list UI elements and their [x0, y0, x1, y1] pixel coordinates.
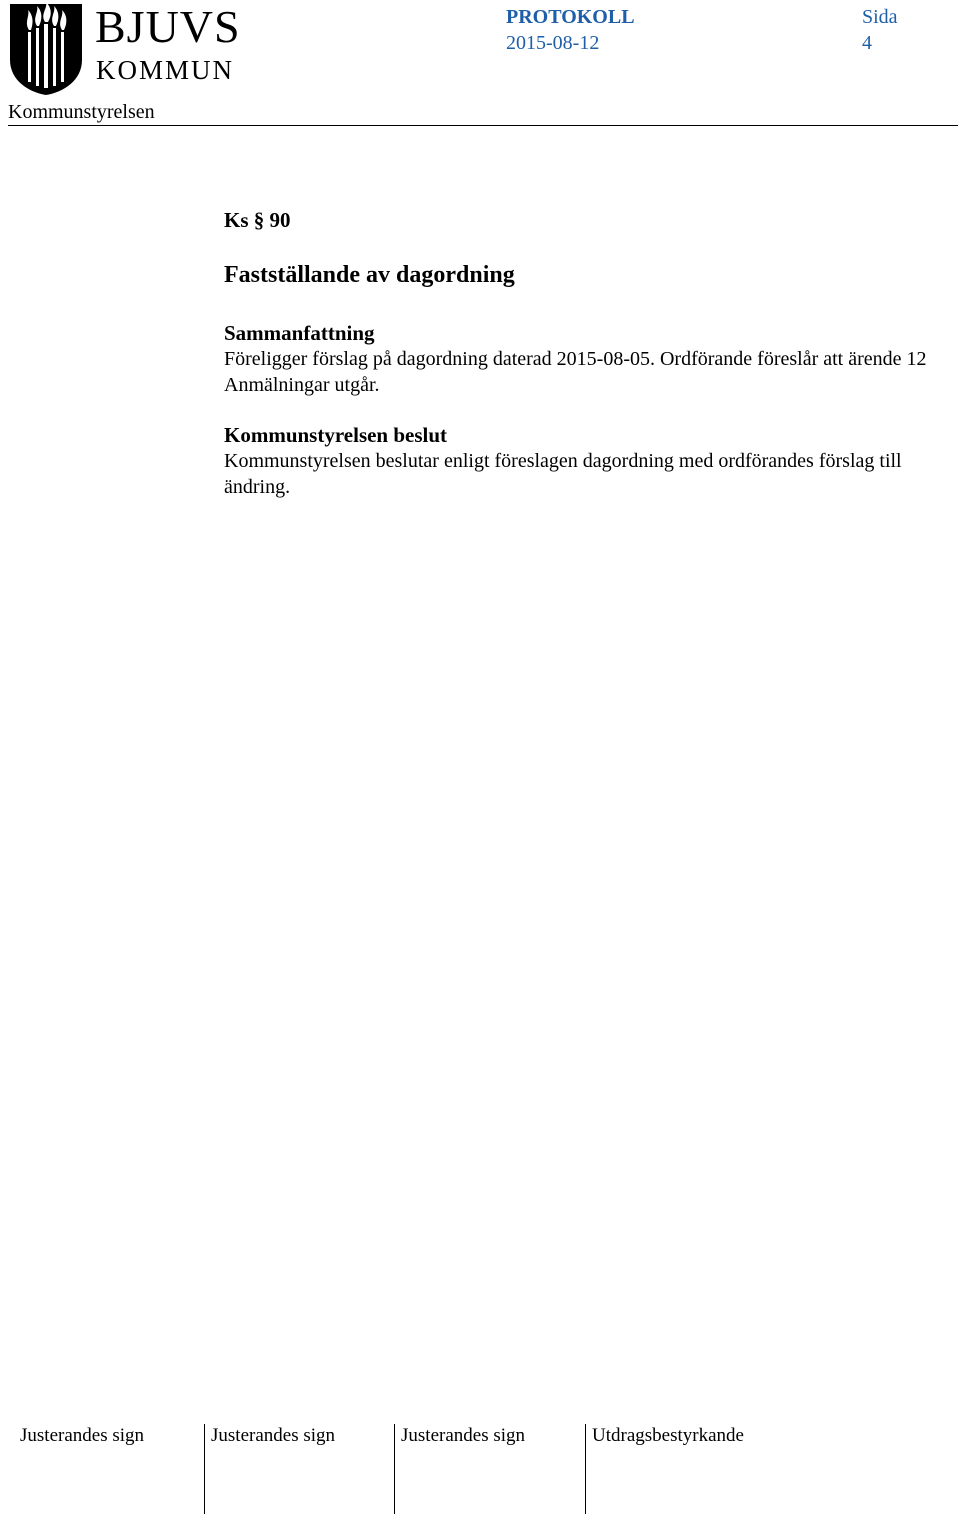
agenda-item — [224, 206, 944, 500]
logo-wordmark-bjuvs: BJUVS — [95, 1, 241, 52]
item-title: Fastställande av dagordning — [224, 262, 515, 288]
logo-wordmark-kommun: KOMMUN — [96, 55, 235, 85]
bjuv-coat-of-arms-icon — [8, 2, 84, 96]
page-label: Sida — [862, 6, 898, 28]
header-divider — [8, 125, 958, 126]
signature-cell-1: Justerandes sign — [20, 1425, 145, 1446]
summary-heading: Sammanfattning — [224, 321, 375, 345]
document-type: PROTOKOLL — [506, 6, 635, 28]
signature-footer — [0, 1420, 960, 1514]
document-date: 2015-08-12 — [506, 32, 600, 54]
summary-text: Föreligger förslag på dagordning daterad 2015-08-05. Ordförande föreslår att ärende 12 Anmälningar utgår. — [224, 348, 927, 396]
decision-text: Kommunstyrelsen beslutar enligt föreslagen dagordning med ordförandes förslag till ändring. — [224, 450, 902, 498]
section-id: Ks § 90 — [224, 208, 291, 232]
page-number: 4 — [862, 32, 872, 54]
certification-cell: Utdragsbestyrkande — [585, 1424, 792, 1514]
decision-heading: Kommunstyrelsen beslut — [224, 423, 448, 447]
signature-cell-3: Justerandes sign — [394, 1424, 581, 1514]
issuing-body: Kommunstyrelsen — [8, 101, 155, 123]
signature-cell-2: Justerandes sign — [204, 1424, 391, 1514]
